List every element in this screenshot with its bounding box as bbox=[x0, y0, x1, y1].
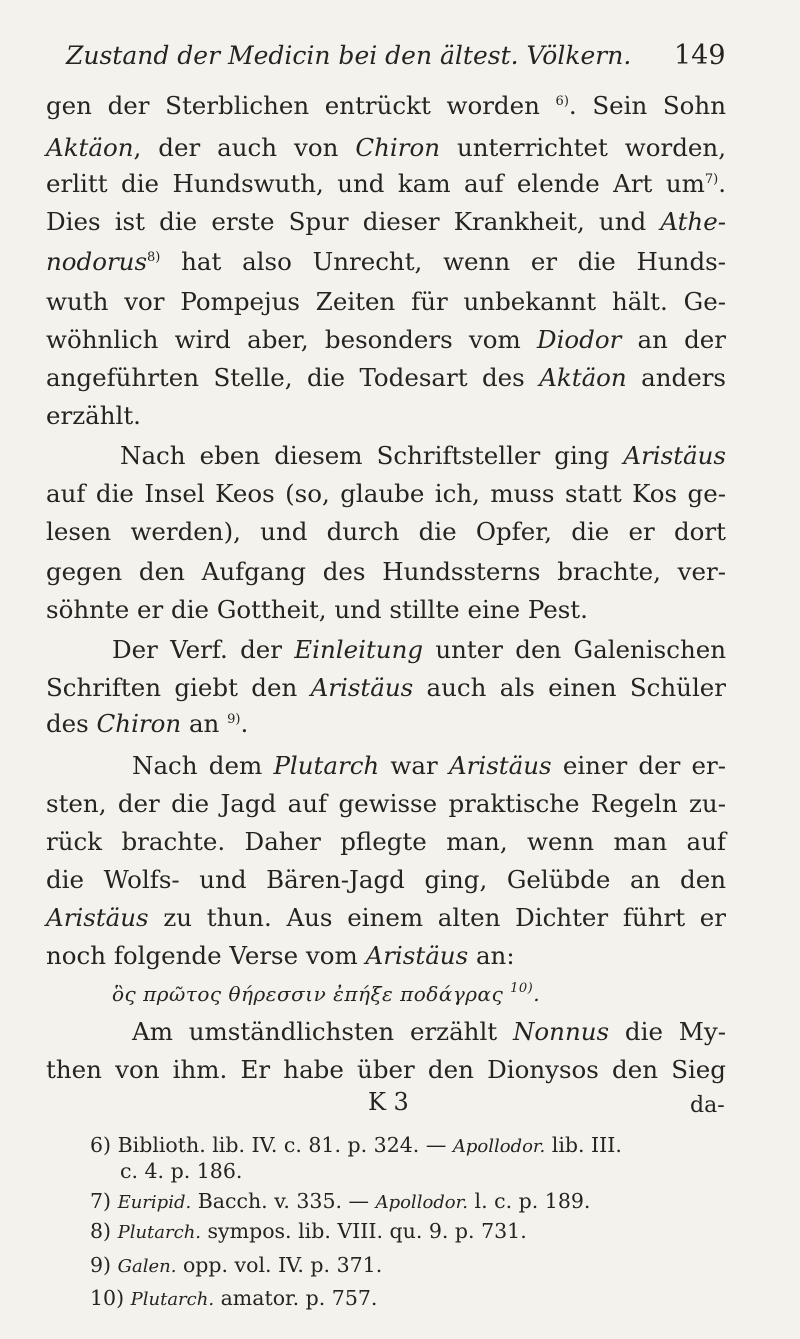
text-line: then von ihm. Er habe über den Dionysos den Sieg bbox=[46, 1055, 726, 1084]
text-line: erlitt die Hundswuth, und kam auf elende Art $um^{7)}$. bbox=[46, 169, 726, 198]
text-line: Schriften giebt den Aristäus auch als einen Schüler bbox=[46, 673, 726, 702]
text-line: Aristäus zu thun. Aus einem alten Dichter führt er bbox=[46, 903, 726, 932]
text-line: angeführten Stelle, die Todesart des Aktäon anders bbox=[46, 363, 727, 392]
text-line: noch folgende Verse vom Aristäus an: bbox=[46, 941, 515, 970]
signature-mark: K 3 bbox=[368, 1088, 409, 1116]
text-line: nodorus$^{8)}$ hat also Unrecht, wenn er die Hunds- bbox=[46, 247, 726, 276]
greek-verse: ὃς πρῶτος θήρεσσιν ἐπήξε ποδάγρας $^{10)}$. bbox=[112, 981, 541, 1006]
footnote-continuation: c. 4. p. 186. bbox=[120, 1159, 243, 1183]
footnote: 10) Plutarch. amator. p. 757. bbox=[90, 1286, 378, 1310]
running-title: Zustand der Medicin bei den ältest. Völkern. bbox=[66, 41, 632, 70]
text-line: des Chiron an $^{9)}$. bbox=[46, 709, 249, 738]
text-line: Nach dem Plutarch war Aristäus einer der er- bbox=[132, 751, 726, 780]
footnote: 6) Biblioth. lib. IV. c. 81. p. 324. — Apollodor. lib. III. bbox=[90, 1133, 622, 1157]
text-line: Aktäon, der auch von Chiron unterrichtet worden, bbox=[46, 133, 726, 162]
text-line: erzählt. bbox=[46, 401, 141, 430]
text-line: söhnte er die Gottheit, und stillte eine Pest. bbox=[46, 595, 588, 624]
text-line: Dies ist die erste Spur dieser Krankheit, und Athe- bbox=[46, 207, 726, 236]
text-line: sten, der die Jagd auf gewisse praktische Regeln zu- bbox=[46, 789, 726, 818]
text-line: Nach eben diesem Schriftsteller ging Aristäus bbox=[120, 441, 726, 470]
text-line: auf die Insel Keos (so, glaube ich, muss statt Kos ge- bbox=[46, 479, 726, 508]
text-line: wöhnlich wird aber, besonders vom Diodor an der bbox=[46, 325, 727, 354]
text-line: rück brachte. Daher pflegte man, wenn man auf bbox=[46, 827, 726, 856]
footnote: 7) Euripid. Bacch. v. 335. — Apollodor. l. c. p. 189. bbox=[90, 1189, 591, 1213]
text-line: Der Verf. der Einleitung unter den Galenischen bbox=[112, 635, 726, 664]
text-line: wuth vor Pompejus Zeiten für unbekannt hält. Ge- bbox=[46, 287, 726, 316]
page-number: 149 bbox=[674, 40, 726, 71]
catchword: da- bbox=[690, 1093, 725, 1118]
footnote: 8) Plutarch. sympos. lib. VIII. qu. 9. p. 731. bbox=[90, 1219, 527, 1243]
text-line: gegen den Aufgang des Hundssterns brachte, ver- bbox=[46, 557, 726, 586]
text-line: die Wolfs- und Bären-Jagd ging, Gelübde an den bbox=[46, 865, 726, 894]
text-line: Am umständlichsten erzählt Nonnus die My- bbox=[132, 1017, 726, 1046]
text-line: gen der Sterblichen entrückt worden $^{6)}$. Sein Sohn bbox=[46, 91, 726, 120]
text-line: lesen werden), und durch die Opfer, die er dort bbox=[46, 517, 726, 546]
footnote: 9) Galen. opp. vol. IV. p. 371. bbox=[90, 1253, 383, 1277]
